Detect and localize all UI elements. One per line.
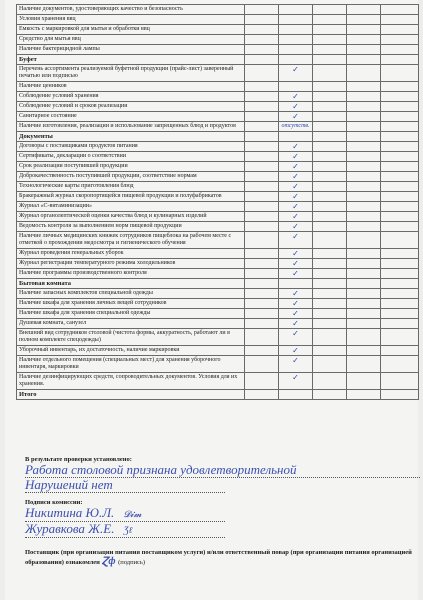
checklist-row: [17, 172, 419, 182]
empty-cell: [347, 15, 381, 25]
empty-cell: [381, 319, 419, 329]
row-criterion: Наличие дезинфицирующих средств, сопроводительных документов. Условия для их хранения.: [17, 373, 245, 390]
empty-cell: [347, 373, 381, 390]
empty-cell: [381, 222, 419, 232]
row-criterion: Технологические карты приготовления блюд: [17, 182, 245, 192]
empty-cell: [313, 142, 347, 152]
checklist-row: [17, 309, 419, 319]
checklist-row: [17, 102, 419, 112]
empty-cell: [347, 202, 381, 212]
row-criterion: Наличие изготовления, реализации и использование запрещенных блюд и продуктов: [17, 122, 245, 132]
row-mark: ✓: [279, 289, 313, 299]
section-title: Бытовая комната: [17, 279, 245, 289]
empty-cell: [347, 192, 381, 202]
checklist-row: [17, 329, 419, 346]
checklist-row: [17, 25, 419, 35]
empty-cell: [381, 299, 419, 309]
empty-cell: [245, 373, 279, 390]
empty-cell: [381, 122, 419, 132]
empty-cell: [347, 390, 381, 400]
handwritten-result-line-1: Работа столовой признана удовлетворительной: [25, 463, 420, 478]
results-label: В результате проверки установлено:: [25, 456, 132, 463]
row-mark: [279, 5, 313, 15]
empty-cell: [245, 346, 279, 356]
empty-cell: [245, 102, 279, 112]
row-mark: ✓: [279, 309, 313, 319]
row-criterion: Наличие бактерицидной лампы: [17, 45, 245, 55]
row-mark: [279, 35, 313, 45]
empty-cell: [245, 92, 279, 102]
row-mark: ✓: [279, 373, 313, 390]
signature-caption: (подпись): [118, 559, 146, 566]
row-mark: [279, 132, 313, 142]
row-criterion: Наличие запасных комплектов специальной одежды: [17, 289, 245, 299]
empty-cell: [381, 45, 419, 55]
checklist-row: [17, 249, 419, 259]
empty-cell: [245, 25, 279, 35]
empty-cell: [245, 172, 279, 182]
empty-cell: [347, 309, 381, 319]
empty-cell: [313, 65, 347, 82]
row-criterion: Бракеражный журнал скоропортящейся пищевой продукции и полуфабрикатов: [17, 192, 245, 202]
empty-cell: [313, 329, 347, 346]
commission-member-1: [25, 506, 225, 522]
empty-cell: [381, 162, 419, 172]
empty-cell: [347, 212, 381, 222]
row-criterion: Журнал регистрации температурного режима холодильников: [17, 259, 245, 269]
checklist-row: [17, 122, 419, 132]
empty-cell: [381, 152, 419, 162]
empty-cell: [347, 279, 381, 289]
empty-cell: [313, 299, 347, 309]
empty-cell: [381, 212, 419, 222]
empty-cell: [245, 212, 279, 222]
row-criterion: Емкость с маркировкой для мытья и обработки ввц: [17, 25, 245, 35]
row-mark: [279, 82, 313, 92]
row-criterion: Доброкачественность поступившей продукции, соответствие нормам: [17, 172, 245, 182]
row-mark: ✓: [279, 102, 313, 112]
empty-cell: [313, 390, 347, 400]
row-criterion: Журнал «С-витаминизации»: [17, 202, 245, 212]
empty-cell: [313, 15, 347, 25]
empty-cell: [313, 5, 347, 15]
empty-cell: [381, 279, 419, 289]
empty-cell: [347, 55, 381, 65]
empty-cell: [381, 142, 419, 152]
empty-cell: [245, 390, 279, 400]
empty-cell: [347, 162, 381, 172]
empty-cell: [381, 15, 419, 25]
empty-cell: [381, 82, 419, 92]
empty-cell: [381, 269, 419, 279]
empty-cell: [313, 309, 347, 319]
empty-cell: [381, 373, 419, 390]
row-criterion: Уборочный инвентарь, их достаточность, наличие маркировки: [17, 346, 245, 356]
empty-cell: [313, 289, 347, 299]
row-mark: [279, 279, 313, 289]
empty-cell: [381, 289, 419, 299]
empty-cell: [347, 329, 381, 346]
empty-cell: [381, 112, 419, 122]
row-mark: ✓: [279, 269, 313, 279]
empty-cell: [313, 35, 347, 45]
supplier-signature: Ɀф: [101, 556, 119, 567]
empty-cell: [347, 319, 381, 329]
empty-cell: [381, 65, 419, 82]
row-criterion: Наличие шкафа для хранения личных вещей сотрудников: [17, 299, 245, 309]
row-mark: ✓: [279, 112, 313, 122]
commission-label: Подписи комиссии:: [25, 499, 83, 506]
empty-cell: [347, 82, 381, 92]
member-1-name: Никитина Ю.Л.: [25, 505, 115, 520]
empty-cell: [381, 259, 419, 269]
empty-cell: [313, 269, 347, 279]
empty-cell: [347, 232, 381, 249]
row-mark: ✓: [279, 162, 313, 172]
row-criterion: Перечень ассортимента реализуемой буфетной продукции (прайс-лист) заверенный печатью или подписью: [17, 65, 245, 82]
row-criterion: Внешний вид сотрудников столовой (чистота формы, аккуратность, работают ли в полном комплекте спецодежды): [17, 329, 245, 346]
empty-cell: [245, 82, 279, 92]
empty-cell: [381, 390, 419, 400]
results-section: [25, 456, 420, 567]
section-row: [17, 55, 419, 65]
handwritten-result-line-2: Нарушений нет: [25, 478, 225, 493]
row-criterion: Наличие ценников: [17, 82, 245, 92]
supplier-acknowledgement-text: Поставщик (при организации питания поставщиком услуги) и/или ответственный повар (при организации питания организацией образования) ознакомлен: [25, 549, 412, 566]
empty-cell: [313, 319, 347, 329]
row-mark: ✓: [279, 142, 313, 152]
empty-cell: [313, 373, 347, 390]
checklist-row: [17, 319, 419, 329]
row-criterion: Сертификаты, декларации о соответствии: [17, 152, 245, 162]
row-mark: [279, 390, 313, 400]
row-mark: ✓: [279, 65, 313, 82]
empty-cell: [381, 55, 419, 65]
row-criterion: Соблюдение условий хранения: [17, 92, 245, 102]
row-criterion: Журнал проведения генеральных уборок: [17, 249, 245, 259]
empty-cell: [347, 102, 381, 112]
empty-cell: [313, 232, 347, 249]
empty-cell: [245, 5, 279, 15]
empty-cell: [313, 162, 347, 172]
empty-cell: [313, 55, 347, 65]
row-mark: ✓: [279, 319, 313, 329]
empty-cell: [313, 45, 347, 55]
checklist-row: [17, 152, 419, 162]
inspection-checklist-table: [16, 4, 419, 400]
empty-cell: [245, 299, 279, 309]
checklist-row: [17, 212, 419, 222]
row-mark: [279, 55, 313, 65]
row-mark: ✓: [279, 249, 313, 259]
signature-2: Ʒℓ: [123, 525, 133, 535]
empty-cell: [313, 92, 347, 102]
checklist-row: [17, 162, 419, 172]
empty-cell: [245, 15, 279, 25]
empty-cell: [381, 5, 419, 15]
checklist-row: [17, 15, 419, 25]
checklist-row: [17, 92, 419, 102]
empty-cell: [381, 172, 419, 182]
empty-cell: [313, 122, 347, 132]
checklist-row: [17, 5, 419, 15]
row-mark: ✓: [279, 172, 313, 182]
empty-cell: [245, 279, 279, 289]
empty-cell: [381, 202, 419, 212]
row-criterion: Условия хранения ввц: [17, 15, 245, 25]
empty-cell: [245, 202, 279, 212]
row-mark: ✓: [279, 356, 313, 373]
empty-cell: [245, 65, 279, 82]
section-title: Буфет: [17, 55, 245, 65]
row-criterion: Наличие программы производственного контроля: [17, 269, 245, 279]
empty-cell: [347, 122, 381, 132]
empty-cell: [313, 202, 347, 212]
row-criterion: Наличие личных медицинских книжек сотрудников пищеблока на рабочем месте с отметкой о прохождении медосмотра и гигиенического обучения: [17, 232, 245, 249]
empty-cell: [245, 249, 279, 259]
checklist-row: [17, 82, 419, 92]
empty-cell: [381, 346, 419, 356]
checklist-row: [17, 222, 419, 232]
empty-cell: [347, 152, 381, 162]
empty-cell: [313, 152, 347, 162]
checklist-row: [17, 112, 419, 122]
row-criterion: Ведомость контроля за выполнением норм пищевой продукции: [17, 222, 245, 232]
row-mark: ✓: [279, 92, 313, 102]
empty-cell: [245, 152, 279, 162]
row-criterion: Наличие отдельного помещения (специальных мест) для хранения уборочного инвентаря, маркировки: [17, 356, 245, 373]
empty-cell: [381, 192, 419, 202]
empty-cell: [245, 142, 279, 152]
checklist-row: [17, 35, 419, 45]
empty-cell: [347, 259, 381, 269]
empty-cell: [347, 356, 381, 373]
empty-cell: [381, 309, 419, 319]
row-criterion: Срок реализации поступившей продукции: [17, 162, 245, 172]
empty-cell: [245, 35, 279, 45]
empty-cell: [347, 249, 381, 259]
empty-cell: [245, 182, 279, 192]
checklist-row: [17, 192, 419, 202]
commission-member-2: [25, 522, 225, 538]
empty-cell: [381, 329, 419, 346]
empty-cell: [245, 259, 279, 269]
empty-cell: [381, 182, 419, 192]
section-row: [17, 279, 419, 289]
empty-cell: [245, 162, 279, 172]
empty-cell: [245, 269, 279, 279]
empty-cell: [313, 356, 347, 373]
empty-cell: [313, 346, 347, 356]
row-criterion: Средство для мытья ввц: [17, 35, 245, 45]
empty-cell: [347, 25, 381, 35]
empty-cell: [347, 142, 381, 152]
row-criterion: Санитарное состояние: [17, 112, 245, 122]
empty-cell: [347, 172, 381, 182]
empty-cell: [245, 55, 279, 65]
empty-cell: [347, 132, 381, 142]
row-mark: [279, 25, 313, 35]
empty-cell: [347, 269, 381, 279]
empty-cell: [347, 299, 381, 309]
checklist-row: [17, 299, 419, 309]
row-mark: ✓: [279, 329, 313, 346]
empty-cell: [313, 249, 347, 259]
empty-cell: [313, 82, 347, 92]
row-mark: [279, 15, 313, 25]
empty-cell: [381, 92, 419, 102]
row-mark: ✓: [279, 202, 313, 212]
empty-cell: [313, 259, 347, 269]
empty-cell: [245, 45, 279, 55]
empty-cell: [313, 279, 347, 289]
row-criterion: Душевая комната, санузел: [17, 319, 245, 329]
supplier-acknowledgement: [25, 548, 420, 567]
empty-cell: [245, 232, 279, 249]
empty-cell: [313, 132, 347, 142]
empty-cell: [245, 356, 279, 373]
section-title: Документы: [17, 132, 245, 142]
empty-cell: [381, 249, 419, 259]
empty-cell: [245, 112, 279, 122]
checklist-row: [17, 373, 419, 390]
empty-cell: [313, 222, 347, 232]
row-mark: [279, 45, 313, 55]
empty-cell: [245, 122, 279, 132]
section-title: Итого: [17, 390, 245, 400]
row-mark: ✓: [279, 152, 313, 162]
row-criterion: Договоры с поставщиками продуктов питания: [17, 142, 245, 152]
empty-cell: [347, 346, 381, 356]
empty-cell: [347, 45, 381, 55]
row-mark: отсутств.: [279, 122, 313, 132]
empty-cell: [245, 319, 279, 329]
empty-cell: [313, 212, 347, 222]
row-criterion: Журнал органолептической оценки качества блюд и кулинарных изделий: [17, 212, 245, 222]
signature-1: 𝓓𝓲𝓶: [123, 509, 142, 519]
empty-cell: [381, 232, 419, 249]
row-mark: ✓: [279, 222, 313, 232]
empty-cell: [347, 35, 381, 45]
empty-cell: [313, 25, 347, 35]
row-criterion: Наличие шкафа для хранения специальной одежды: [17, 309, 245, 319]
row-criterion: Соблюдение условий и сроков реализации: [17, 102, 245, 112]
empty-cell: [313, 172, 347, 182]
row-mark: ✓: [279, 182, 313, 192]
empty-cell: [313, 182, 347, 192]
empty-cell: [381, 102, 419, 112]
empty-cell: [381, 25, 419, 35]
checklist-row: [17, 269, 419, 279]
checklist-row: [17, 45, 419, 55]
empty-cell: [245, 309, 279, 319]
row-mark: ✓: [279, 346, 313, 356]
empty-cell: [381, 356, 419, 373]
checklist-row: [17, 142, 419, 152]
checklist-row: [17, 259, 419, 269]
row-mark: ✓: [279, 192, 313, 202]
row-criterion: Наличие документов, удостоверяющих качество и безопасность: [17, 5, 245, 15]
empty-cell: [245, 289, 279, 299]
empty-cell: [245, 192, 279, 202]
empty-cell: [347, 289, 381, 299]
empty-cell: [313, 112, 347, 122]
empty-cell: [347, 65, 381, 82]
empty-cell: [381, 132, 419, 142]
checklist-row: [17, 289, 419, 299]
row-mark: ✓: [279, 232, 313, 249]
section-row: [17, 390, 419, 400]
empty-cell: [245, 222, 279, 232]
member-2-name: Журавкова Ж.Е.: [25, 521, 115, 536]
empty-cell: [245, 329, 279, 346]
empty-cell: [347, 182, 381, 192]
empty-cell: [313, 102, 347, 112]
row-mark: ✓: [279, 259, 313, 269]
empty-cell: [347, 5, 381, 15]
checklist-row: [17, 232, 419, 249]
checklist-row: [17, 65, 419, 82]
row-mark: ✓: [279, 212, 313, 222]
checklist-row: [17, 202, 419, 212]
checklist-row: [17, 346, 419, 356]
document-sheet: [5, 0, 418, 600]
empty-cell: [347, 112, 381, 122]
row-mark: ✓: [279, 299, 313, 309]
empty-cell: [381, 35, 419, 45]
empty-cell: [313, 192, 347, 202]
section-row: [17, 132, 419, 142]
checklist-row: [17, 182, 419, 192]
empty-cell: [347, 222, 381, 232]
empty-cell: [245, 132, 279, 142]
checklist-row: [17, 356, 419, 373]
empty-cell: [347, 92, 381, 102]
